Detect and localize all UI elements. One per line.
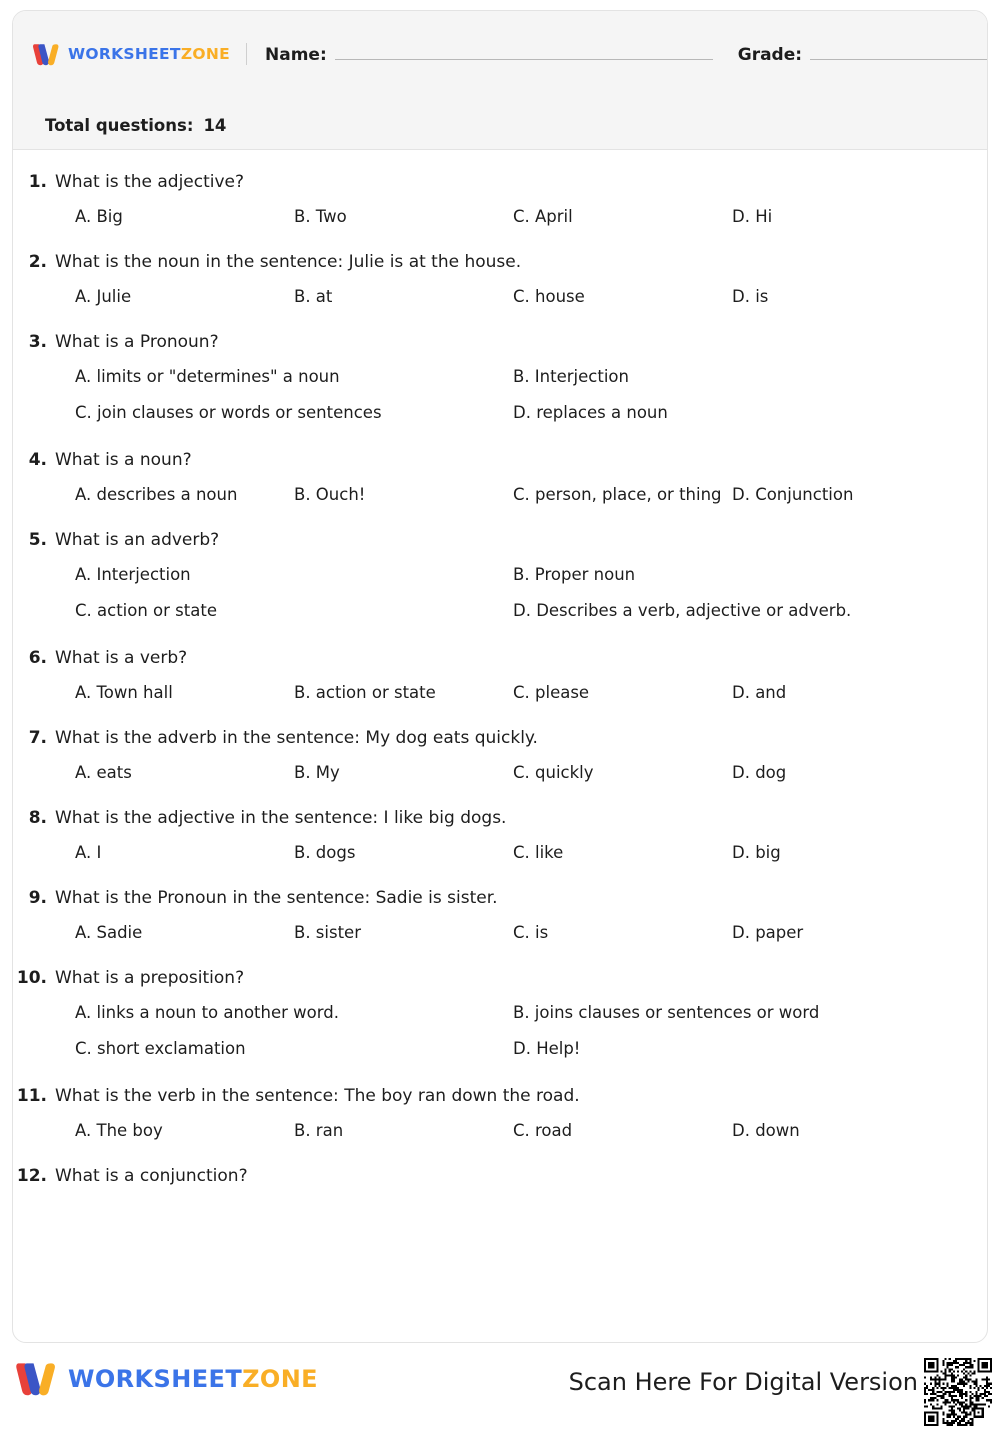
qr-code-icon	[924, 1358, 992, 1426]
footer-brand-logo-text	[68, 1365, 318, 1393]
question-block	[13, 252, 987, 307]
name-input-line[interactable]	[335, 44, 713, 60]
brand-name-part2: ZONE	[180, 45, 230, 63]
answer-option[interactable]: D. dog	[732, 763, 787, 783]
answer-option[interactable]: C. road	[513, 1121, 573, 1141]
question-number: 11.	[16, 1085, 47, 1106]
options-row	[13, 403, 967, 423]
answer-option[interactable]: A. eats	[75, 763, 132, 783]
answer-option[interactable]: A. Julie	[75, 287, 132, 307]
answer-option[interactable]: C. person, place, or thing	[513, 485, 722, 505]
question-line	[13, 332, 967, 353]
answer-option[interactable]: B. sister	[294, 923, 361, 943]
total-questions-label: Total questions:	[45, 116, 194, 135]
answer-option[interactable]: D. Hi	[732, 207, 773, 227]
question-number: 2.	[28, 252, 47, 273]
brand-logo-text	[68, 45, 230, 63]
question-line	[13, 1166, 967, 1187]
question-spacer	[13, 703, 987, 728]
options-row	[13, 287, 967, 307]
answer-option[interactable]: A. Sadie	[75, 923, 143, 943]
brand-name-part1: WORKSHEET	[68, 45, 181, 63]
answer-option[interactable]: C. April	[513, 207, 573, 227]
answer-option[interactable]: A. links a noun to another word.	[75, 1003, 339, 1023]
question-block	[13, 332, 987, 423]
grade-label: Grade:	[737, 44, 803, 65]
options-row	[13, 565, 967, 585]
answer-option[interactable]: B. Two	[294, 207, 347, 227]
footer-brand-name-part1: WORKSHEET	[68, 1365, 243, 1393]
answer-option[interactable]: C. short exclamation	[75, 1039, 246, 1059]
question-line	[13, 450, 967, 471]
answer-option[interactable]: D. big	[732, 843, 781, 863]
question-text: What is the adverb in the sentence: My dog eats quickly.	[55, 727, 538, 748]
answer-option[interactable]: D. replaces a noun	[513, 403, 668, 423]
worksheet-footer	[0, 1352, 1000, 1414]
options-row	[13, 485, 967, 505]
answer-option[interactable]: A. I	[75, 843, 102, 863]
question-block	[13, 450, 987, 505]
footer-brand-name-part2: ZONE	[242, 1365, 318, 1393]
header-row	[13, 31, 987, 77]
question-text: What is the noun in the sentence: Julie is at the house.	[55, 252, 522, 273]
question-text: What is the verb in the sentence: The boy ran down the road.	[55, 1085, 580, 1106]
options-row	[13, 763, 967, 783]
question-text: What is a preposition?	[55, 968, 245, 989]
question-spacer	[13, 783, 987, 808]
options-row	[13, 1003, 967, 1023]
question-block	[13, 1086, 987, 1141]
answer-option[interactable]: A. Town hall	[75, 683, 173, 703]
qr-code[interactable]	[924, 1358, 992, 1426]
options-row	[13, 683, 967, 703]
question-line	[13, 648, 967, 669]
question-block	[13, 648, 987, 703]
worksheetzone-logo-icon	[33, 42, 59, 67]
answer-option[interactable]: D. paper	[732, 923, 804, 943]
question-line	[13, 968, 967, 989]
question-line	[13, 172, 967, 193]
question-spacer	[13, 505, 987, 530]
answer-option[interactable]: C. house	[513, 287, 585, 307]
question-spacer	[13, 227, 987, 252]
answer-option[interactable]: D. and	[732, 683, 787, 703]
question-number: 10.	[16, 968, 47, 989]
answer-option[interactable]: C. is	[513, 923, 549, 943]
answer-option[interactable]: A. Big	[75, 207, 123, 227]
question-block	[13, 728, 987, 783]
question-text: What is a Pronoun?	[55, 332, 219, 353]
options-row	[13, 367, 967, 387]
question-spacer	[13, 621, 987, 648]
question-spacer	[13, 307, 987, 332]
worksheet-card	[12, 10, 988, 1343]
answer-option[interactable]: B. joins clauses or sentences or word	[513, 1003, 820, 1023]
worksheet-header	[13, 11, 987, 150]
answer-option[interactable]: C. please	[513, 683, 590, 703]
answer-option[interactable]: D. down	[732, 1121, 800, 1141]
questions-list	[13, 150, 987, 1187]
question-block	[13, 968, 987, 1059]
question-number: 6.	[28, 647, 47, 668]
answer-option[interactable]: B. My	[294, 763, 340, 783]
options-row	[13, 207, 967, 227]
name-field[interactable]	[265, 44, 713, 65]
question-text: What is the Pronoun in the sentence: Sadie is sister.	[55, 887, 498, 908]
answer-option[interactable]: B. Proper noun	[513, 565, 636, 585]
answer-option[interactable]: C. quickly	[513, 763, 594, 783]
question-number: 4.	[28, 449, 47, 470]
name-label: Name:	[265, 44, 327, 65]
options-row	[13, 601, 967, 621]
scan-instruction-text: Scan Here For Digital Version	[568, 1368, 918, 1396]
answer-option[interactable]: B. dogs	[294, 843, 356, 863]
question-line	[13, 530, 967, 551]
question-line	[13, 808, 967, 829]
answer-option[interactable]: C. action or state	[75, 601, 217, 621]
question-block	[13, 172, 987, 227]
answer-option[interactable]: B. at	[294, 287, 333, 307]
answer-option[interactable]: A. describes a noun	[75, 485, 238, 505]
question-text: What is the adjective in the sentence: I like big dogs.	[55, 807, 507, 828]
options-row	[13, 843, 967, 863]
total-questions-value: 14	[203, 116, 227, 135]
question-line	[13, 728, 967, 749]
question-spacer	[13, 1141, 987, 1166]
question-number: 8.	[28, 807, 47, 828]
answer-option[interactable]: C. like	[513, 843, 564, 863]
question-text: What is a conjunction?	[55, 1165, 248, 1186]
brand-logo[interactable]	[33, 42, 230, 67]
answer-option[interactable]: D. Conjunction	[732, 485, 854, 505]
grade-input-line[interactable]	[810, 44, 988, 60]
question-line	[13, 1086, 967, 1107]
question-text: What is an adverb?	[55, 529, 220, 550]
answer-option[interactable]: A. Interjection	[75, 565, 191, 585]
question-number: 1.	[28, 172, 47, 192]
question-number: 5.	[28, 529, 47, 550]
question-block	[13, 1166, 987, 1187]
answer-option[interactable]: B. ran	[294, 1121, 344, 1141]
question-number: 9.	[28, 887, 47, 908]
answer-option[interactable]: B. action or state	[294, 683, 436, 703]
question-text: What is a noun?	[55, 449, 192, 470]
answer-option[interactable]: B. Interjection	[513, 367, 629, 387]
question-spacer	[13, 423, 987, 450]
worksheetzone-logo-icon	[16, 1360, 56, 1398]
answer-option[interactable]: D. Help!	[513, 1039, 581, 1059]
question-spacer	[13, 863, 987, 888]
question-number: 3.	[28, 332, 47, 353]
header-divider	[246, 43, 247, 65]
question-spacer	[13, 1059, 987, 1086]
question-text: What is a verb?	[55, 647, 188, 668]
footer-brand-logo[interactable]	[16, 1360, 318, 1398]
question-spacer	[13, 943, 987, 968]
question-block	[13, 808, 987, 863]
options-row	[13, 923, 967, 943]
answer-option[interactable]: D. Describes a verb, adjective or adverb.	[513, 601, 852, 621]
answer-option[interactable]: A. The boy	[75, 1121, 163, 1141]
total-questions	[45, 116, 226, 135]
question-block	[13, 888, 987, 943]
answer-option[interactable]: B. Ouch!	[294, 485, 366, 505]
options-row	[13, 1039, 967, 1059]
answer-option[interactable]: C. join clauses or words or sentences	[75, 403, 382, 423]
question-line	[13, 888, 967, 909]
question-line	[13, 252, 967, 273]
answer-option[interactable]: D. is	[732, 287, 769, 307]
question-number: 12.	[16, 1165, 47, 1186]
options-row	[13, 1121, 967, 1141]
question-text: What is the adjective?	[55, 172, 245, 192]
question-block	[13, 530, 987, 621]
question-number: 7.	[28, 727, 47, 748]
answer-option[interactable]: A. limits or "determines" a noun	[75, 367, 340, 387]
grade-field[interactable]	[738, 44, 988, 65]
